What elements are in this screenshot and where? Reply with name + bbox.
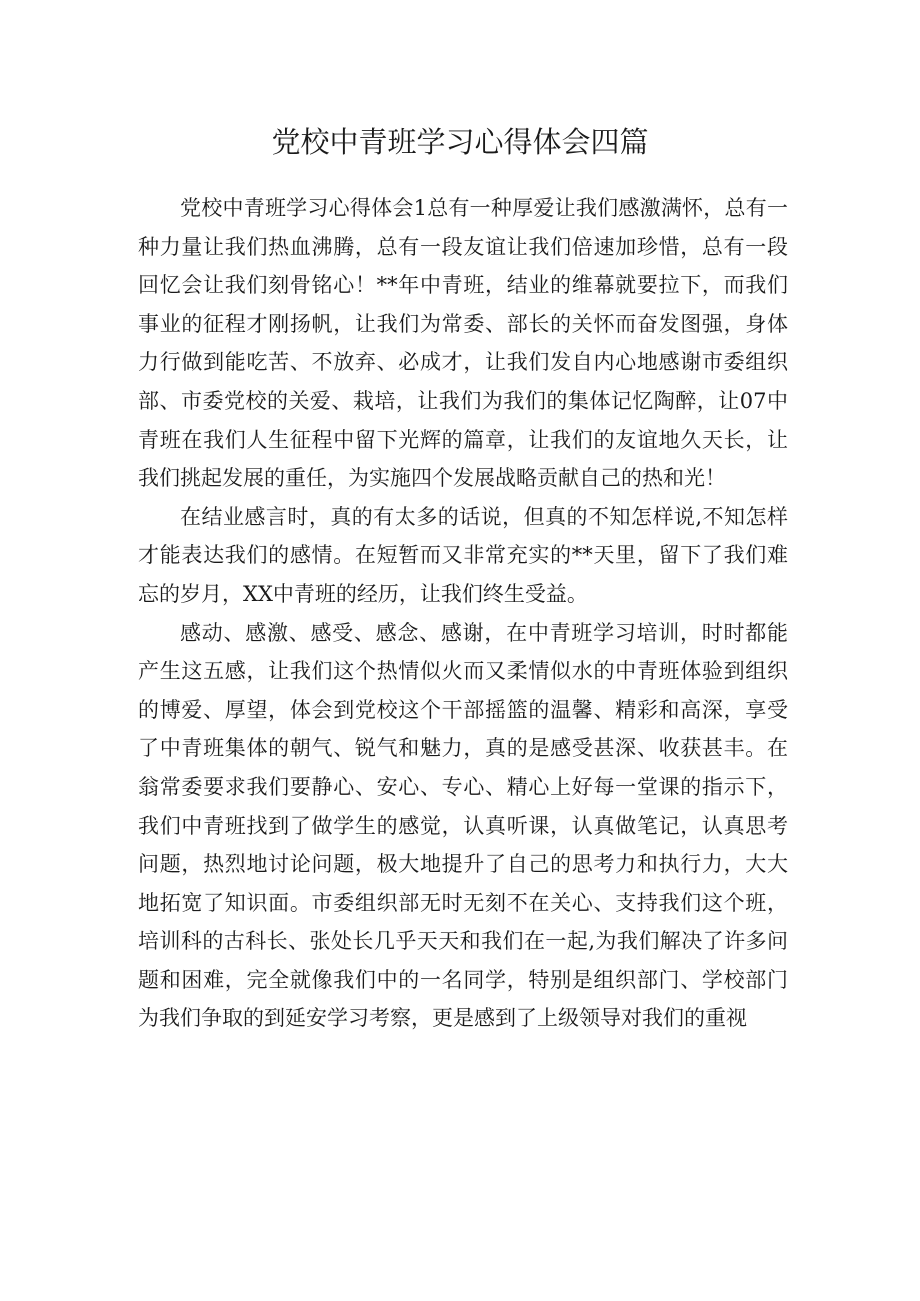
document-title: 党校中青班学习心得体会四篇 [271, 125, 649, 159]
paragraph: 党校中青班学习心得体会1总有一种厚爱让我们感激满怀，总有一种力量让我们热血沸腾，总有一段友谊让我们倍速加珍惜，总有一段回忆会让我们刻骨铭心！**年中青班，结业的维幕就要拉下，而我们事业的征程才刚扬帆，让我们为常委、部长的关怀而奋发图强，身体力行做到能吃苦、不放弃、必成才，让我们发自内心地感谢市委组织部、市委党校的关爱、栽培，让我们为我们的集体记忆陶醉，让07中青班在我们人生征程中留下光辉的篇章，让我们的友谊地久天长，让我们挑起发展的重任，为实施四个发展战略贡献自己的热和光！ [138, 196, 788, 491]
paragraph: 感动、感激、感受、感念、感谢，在中青班学习培训，时时都能产生这五感，让我们这个热情似火而又柔情似水的中青班体验到组织的博爱、厚望，体会到党校这个干部摇篮的温馨、精彩和高深，享受了中青班集体的朝气、锐气和魅力，真的是感受甚深、收获甚丰。在翁常委要求我们要静心、安心、专心、精心上好每一堂课的指示下，我们中青班找到了做学生的感觉，认真听课，认真做笔记，认真思考问题，热烈地讨论问题，极大地提升了自己的思考力和执行力，大大地拓宽了知识面。市委组织部无时无刻不在关心、支持我们这个班，培训科的古科长、张处长几乎天天和我们在一起,为我们解决了许多问题和困难，完全就像我们中的一名同学，特别是组织部门、学校部门为我们争取的到延安学习考察，更是感到了上级领导对我们的重视 [138, 620, 788, 1031]
document-body [138, 189, 788, 1038]
paragraph: 在结业感言时，真的有太多的话说，但真的不知怎样说,不知怎样才能表达我们的感情。在短暂而又非常充实的**天里，留下了我们难忘的岁月，XX中青班的经历，让我们终生受益。 [138, 504, 788, 606]
